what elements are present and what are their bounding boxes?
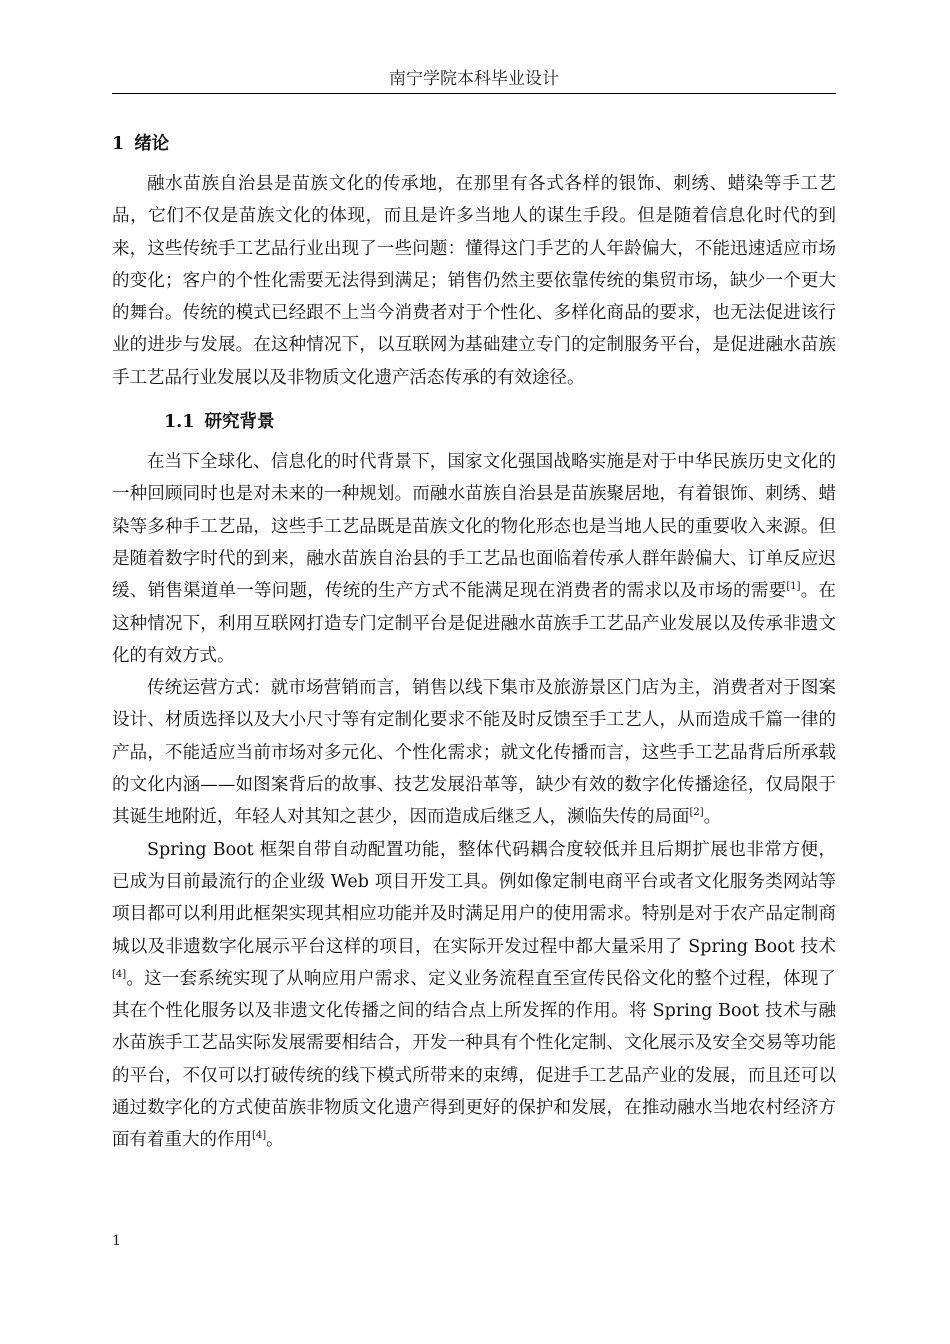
paragraph-text: 在当下全球化、信息化的时代背景下，国家文化强国战略实施是对于中华民族历史文化的一种回顾同时也是对未来的一种规划。而融水苗族自治县是苗族聚居地，有着银饰、刺绣、蜡染等多种手工艺品，这些手工艺品既是苗族文化的物化形态也是当地人民的重要收入来源。但是随着数字时代的到来，融水苗族自治县的手工艺品也面临着传承人群年龄偏大、订单反应迟缓、销售渠道单一等问题，传统的生产方式不能满足现在消费者的需求以及市场的需要 — [112, 452, 836, 602]
background-paragraph-1 — [112, 446, 836, 672]
background-paragraph-3 — [112, 834, 836, 1157]
citation-ref: [4] — [112, 969, 127, 980]
citation-ref: [1] — [786, 581, 801, 593]
running-header: 南宁学院本科毕业设计 — [389, 69, 559, 89]
section-heading-1-1 — [164, 406, 836, 438]
background-paragraph-2 — [112, 672, 836, 833]
paragraph-text: 。 — [266, 1130, 284, 1151]
section-heading-1 — [112, 128, 836, 160]
paragraph-text: 传统运营方式：就市场营销而言，销售以线下集市及旅游景区门店为主，消费者对于图案设计、材质选择以及大小尺寸等有定制化要求不能及时反馈至手工艺人，从而造成千篇一律的产品，不能适应当前市场对多元化、个性化需求；就文化传播而言，这些手工艺品背后所承载的文化内涵——如图案背后的故事、技艺发展沿革等，缺少有效的数字化传播途径，仅局限于其诞生地附近，年轻人对其知之甚少，因而造成后继乏人，濒临失传的局面 — [112, 678, 836, 828]
subsection-title: 研究背景 — [204, 412, 275, 433]
paragraph-text: 。这一套系统实现了从响应用户需求、定义业务流程直至宣传民俗文化的整个过程，体现了其在个性化服务以及非遗文化传播之间的结合点上所发挥的作用。将 Spring Boot 技术与融水苗族手工艺品实际发展需要相结合，开发一种具有个性化定制、文化展示及安全交易等功能的平台，不仅可以打破传统的线下模式所带来的束缚，促进手工艺品产业的发展，而且还可以通过数字化的方式使苗族非物质文化遗产得到更好的保护和发展，在推动融水当地农村经济方面有着重大的作用 — [112, 968, 836, 1151]
citation-ref: [4] — [252, 1130, 267, 1142]
citation-ref: [2] — [689, 807, 704, 819]
page-body — [112, 128, 836, 1157]
paragraph-text: Spring Boot 框架自带自动配置功能，整体代码耦合度较低并且后期扩展也非常方便，已成为目前最流行的企业级 Web 项目开发工具。例如像定制电商平台或者文化服务类网站等项目都可以利用此框架实现其相应功能并及时满足用户的使用需求。特别是对于农产品定制商城以及非遗数字化展示平台这样的项目，在实际开发过程中都大量采用了 Spring Boot 技术 — [112, 839, 836, 957]
section-title: 绪论 — [134, 134, 170, 154]
paragraph-text: 。在这种情况下，利用互联网打造专门定制平台是促进融水苗族手工艺品产业发展以及传承非遗文化的有效方式。 — [112, 581, 837, 666]
header-rule — [112, 93, 836, 94]
section-number: 1 — [112, 134, 125, 154]
intro-paragraph: 融水苗族自治县是苗族文化的传承地，在那里有各式各样的银饰、刺绣、蜡染等手工艺品，它们不仅是苗族文化的体现，而且是许多当地人的谋生手段。但是随着信息化时代的到来，这些传统手工艺品行业出现了一些问题：懂得这门手艺的人年龄偏大，不能迅速适应市场的变化；客户的个性化需要无法得到满足；销售仍然主要依靠传统的集贸市场，缺少一个更大的舞台。传统的模式已经跟不上当今消费者对于个性化、多样化商品的要求，也无法促进该行业的进步与发展。在这种情况下，以互联网为基础建立专门的定制服务平台，是促进融水苗族手工艺品行业发展以及非物质文化遗产活态传承的有效途径。 — [112, 174, 836, 388]
page-number: 1 — [112, 1233, 121, 1249]
subsection-number: 1.1 — [164, 412, 195, 433]
paragraph-text: 。 — [703, 807, 722, 828]
